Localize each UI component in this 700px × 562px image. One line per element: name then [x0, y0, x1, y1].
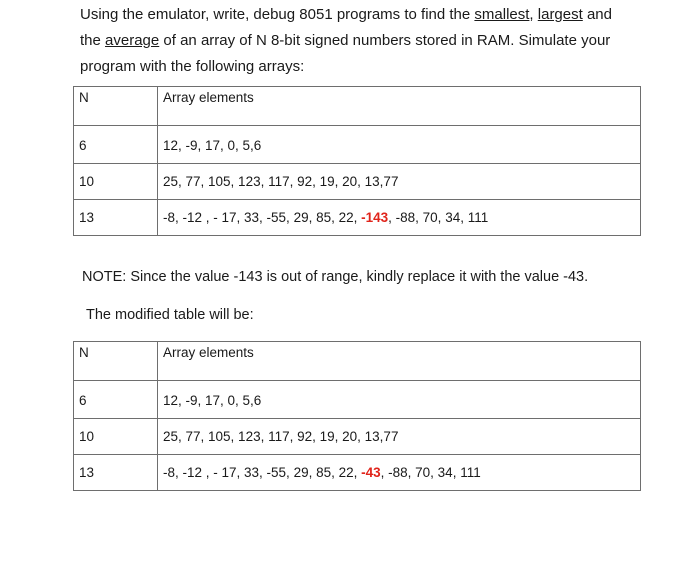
underlined-average: average: [105, 32, 160, 49]
intro-comma: ,: [529, 6, 538, 23]
header-array-elements: Array elements: [158, 342, 641, 381]
row-elements: [158, 200, 641, 236]
row-elements: 12, -9, 17, 0, 5,6: [158, 126, 641, 164]
elements-after: , -88, 70, 34, 111: [380, 465, 481, 480]
table-row: [74, 419, 641, 455]
elements-after: , -88, 70, 34, 111: [388, 210, 489, 225]
row-n: 13: [74, 455, 158, 491]
row-elements: [158, 455, 641, 491]
header-n: N: [74, 342, 158, 381]
row-elements: 25, 77, 105, 123, 117, 92, 19, 20, 13,77: [158, 164, 641, 200]
table-header-row: [74, 87, 641, 126]
table-header-row: [74, 342, 641, 381]
row-n: 10: [74, 164, 158, 200]
elements-before: -8, -12 , - 17, 33, -55, 29, 85, 22,: [163, 465, 362, 480]
row-n: 10: [74, 419, 158, 455]
intro-paragraph: [80, 2, 650, 80]
table-row: [74, 200, 641, 236]
original-array-table: [73, 86, 641, 236]
note-text: NOTE: Since the value -143 is out of range, kindly replace it with the value -43.: [82, 269, 589, 285]
elements-before: -8, -12 , - 17, 33, -55, 29, 85, 22,: [163, 210, 362, 225]
intro-text-2: of an array of N 8-bit signed numbers stored in RAM. Simulate your program with the following arrays:: [80, 32, 611, 75]
highlighted-value: -43: [361, 465, 381, 480]
intro-line2-start: the: [80, 32, 106, 49]
table-row: [74, 455, 641, 491]
header-n: N: [74, 87, 158, 126]
table-row: [74, 126, 641, 164]
row-n: 6: [74, 381, 158, 419]
underlined-largest: largest: [537, 6, 583, 23]
header-array-elements: Array elements: [158, 87, 641, 126]
row-elements: 12, -9, 17, 0, 5,6: [158, 381, 641, 419]
underlined-smallest: smallest: [474, 6, 530, 23]
row-elements: 25, 77, 105, 123, 117, 92, 19, 20, 13,77: [158, 419, 641, 455]
row-n: 13: [74, 200, 158, 236]
table-row: [74, 164, 641, 200]
modified-array-table: [73, 341, 641, 491]
modified-table-label: The modified table will be:: [86, 307, 254, 323]
highlighted-value: -143: [361, 210, 389, 225]
row-n: 6: [74, 126, 158, 164]
intro-and: and: [582, 6, 612, 23]
intro-text-1: Using the emulator, write, debug 8051 programs to find the: [80, 6, 475, 23]
table-row: [74, 381, 641, 419]
